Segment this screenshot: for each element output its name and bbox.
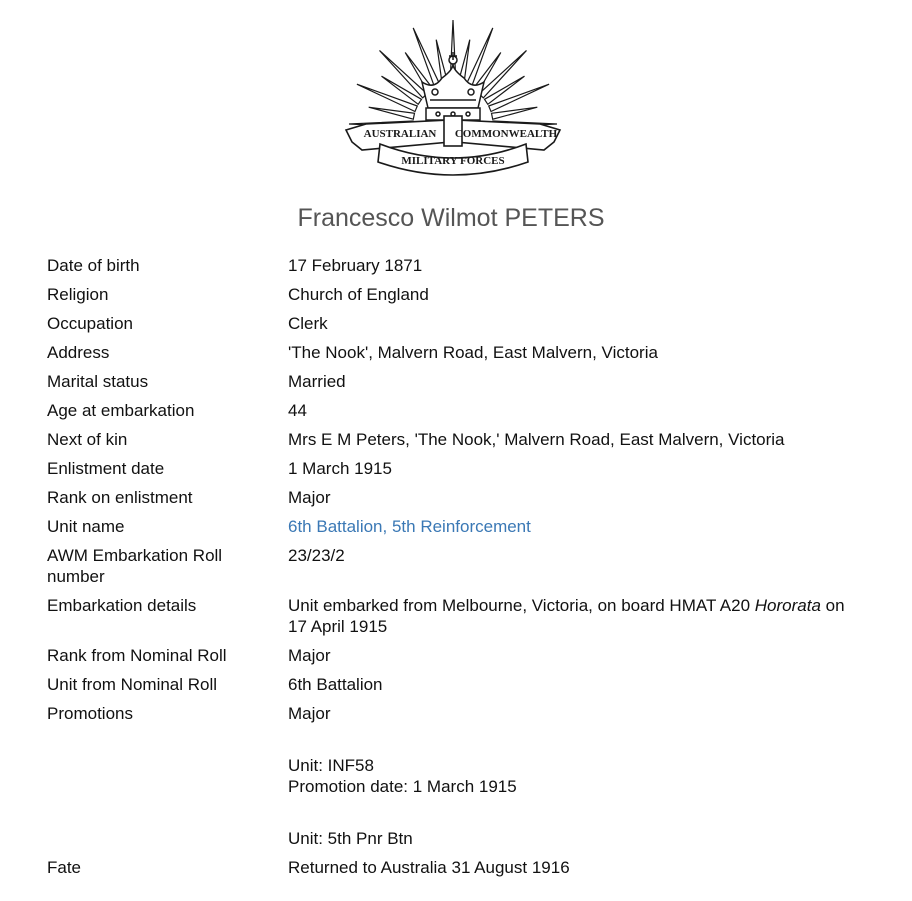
- ship-name: Hororata: [754, 596, 821, 615]
- field-label: Age at embarkation: [47, 401, 195, 420]
- scroll-text: MILITARY FORCES: [401, 155, 505, 167]
- sun-ray: [369, 107, 415, 119]
- field-value: [284, 512, 852, 541]
- embark-suffix: on 17 April 1915: [288, 596, 845, 636]
- service-record-table: [43, 251, 852, 882]
- field-label: Promotions: [47, 704, 133, 723]
- row-unit-nominal-roll: [43, 670, 852, 699]
- row-marital-status: [43, 367, 852, 396]
- banner-right-text: COMMONWEALTH: [454, 128, 558, 140]
- sun-ray: [413, 28, 440, 88]
- field-value: Major: [288, 488, 331, 507]
- field-value: Returned to Australia 31 August 1916: [288, 858, 570, 877]
- field-label: Next of kin: [47, 430, 128, 449]
- field-value: 17 February 1871: [288, 256, 423, 275]
- field-value: Major: [288, 646, 331, 665]
- field-label: Fate: [47, 858, 82, 877]
- field-value: 44: [288, 401, 307, 420]
- field-label: Marital status: [47, 372, 149, 391]
- embark-prefix: Unit embarked from Melbourne, Victoria, on board HMAT A20: [288, 596, 755, 615]
- promotion-entry: [288, 828, 848, 849]
- field-label: Rank from Nominal Roll: [47, 646, 227, 665]
- field-value: Church of England: [288, 285, 429, 304]
- sun-ray: [357, 84, 417, 111]
- promotion-entry: [288, 755, 848, 797]
- person-name-title: Francesco Wilmot PETERS: [297, 204, 605, 232]
- promotion-unit: Unit: 5th Pnr Btn: [288, 829, 413, 848]
- row-rank-nominal-roll: [43, 641, 852, 670]
- field-label: Date of birth: [47, 256, 140, 275]
- row-fate: [43, 853, 852, 882]
- field-value: Mrs E M Peters, 'The Nook,' Malvern Road, East Malvern, Victoria: [288, 430, 785, 449]
- field-value: 'The Nook', Malvern Road, East Malvern, Victoria: [288, 343, 658, 362]
- field-value: 6th Battalion: [288, 675, 383, 694]
- sun-ray: [466, 28, 493, 88]
- field-value: Married: [288, 372, 346, 391]
- row-occupation: [43, 309, 852, 338]
- promotion-rank: Major: [288, 704, 331, 723]
- row-embarkation-details: [43, 591, 852, 641]
- row-religion: [43, 280, 852, 309]
- field-value: 1 March 1915: [288, 459, 392, 478]
- row-promotions: [43, 699, 852, 853]
- row-unit-name: [43, 512, 852, 541]
- banner-left-text: AUSTRALIAN: [363, 128, 437, 140]
- field-value: [284, 699, 852, 853]
- sun-ray: [492, 107, 538, 119]
- field-label: Address: [47, 343, 110, 362]
- field-label: Unit from Nominal Roll: [47, 675, 218, 694]
- field-label: AWM Embarkation Roll number: [47, 546, 223, 586]
- field-value: 23/23/2: [288, 546, 345, 565]
- row-enlistment-date: [43, 454, 852, 483]
- row-rank-on-enlistment: [43, 483, 852, 512]
- row-roll-number: [43, 541, 852, 591]
- sun-ray: [489, 84, 549, 111]
- row-address: [43, 338, 852, 367]
- rising-sun-badge-icon: [342, 12, 564, 178]
- promotion-date: Promotion date: 1 March 1915: [288, 777, 517, 796]
- field-label: Embarkation details: [47, 596, 197, 615]
- field-label: Occupation: [47, 314, 133, 333]
- promotion-unit: Unit: INF58: [288, 756, 374, 775]
- field-label: Enlistment date: [47, 459, 165, 478]
- field-label: Unit name: [47, 517, 125, 536]
- field-label: Rank on enlistment: [47, 488, 193, 507]
- row-date-of-birth: [43, 251, 852, 280]
- row-next-of-kin: [43, 425, 852, 454]
- field-value: Clerk: [288, 314, 328, 333]
- field-value: [284, 591, 852, 641]
- row-age-at-embarkation: [43, 396, 852, 425]
- field-label: Religion: [47, 285, 109, 304]
- unit-name-link[interactable]: 6th Battalion, 5th Reinforcement: [288, 517, 531, 536]
